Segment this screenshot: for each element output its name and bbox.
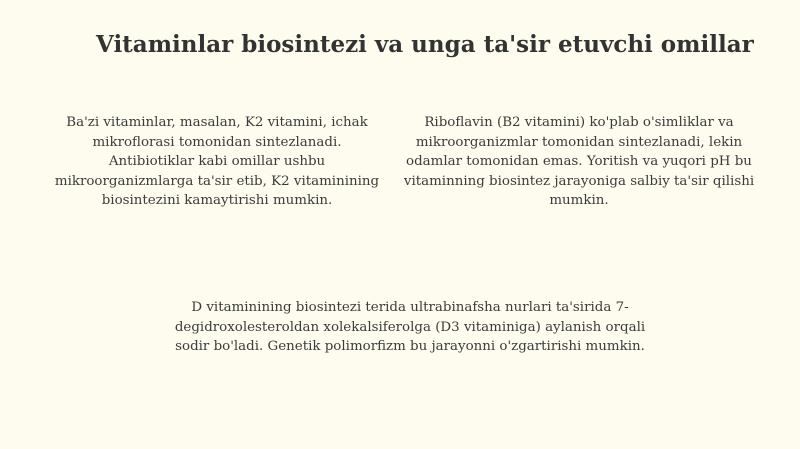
paragraph-riboflavin-b2: Riboflavin (B2 vitamini) ko'plab o'simliklar va mikroorganizmlar tomonidan sintezlanadi, lekin odamlar tomonidan emas. Yoritish va yuqori pH bu vitaminning biosintez jarayoniga salbiy ta'sir qilishi mumkin. [403,115,755,208]
paragraph-vitamin-k2: Ba'zi vitaminlar, masalan, K2 vitamini, ichak mikroflorasi tomonidan sintezlanadi. Antibiotiklar kabi omillar ushbu mikroorganizmlarga ta'sir etib, K2 vitaminining biosintezini kamaytirishi mumkin. [54,115,380,208]
paragraph-vitamin-d: D vitaminining biosintezi terida ultrabinafsha nurlari ta'sirida 7-degidroxolesteroldan xolekalsiferolga (D3 vitaminiga) aylanish orqali sodir bo'ladi. Genetik polimorfizm bu jarayonni o'zgartirishi mumkin. [174,300,646,354]
slide-title: Vitaminlar biosintezi va unga ta'sir etuvchi omillar [96,31,754,58]
